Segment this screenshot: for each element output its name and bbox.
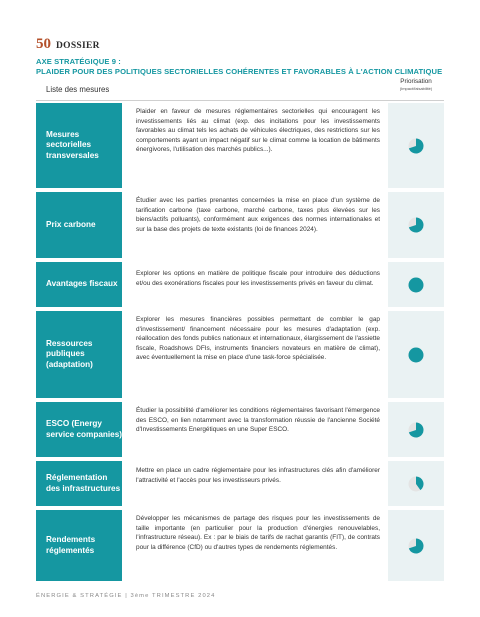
- priority-cell: [388, 402, 444, 457]
- measure-description: Explorer les mesures financières possibles permettant de combler le gap d'investissement/ financement nécessaire pour les mesures d'adaptation (exp. réallocation des fonds publics nationaux et internationaux, élargissement de l'assiette fiscale, Roadshows DFIs, instruments financiers novateurs en matière de climat), avec éventuellement la mise en place d'une task-force spécialisée.: [136, 316, 380, 362]
- priority-cell: [388, 510, 444, 581]
- section-title: DOSSIER: [56, 41, 100, 51]
- col-priority-header: [392, 78, 440, 91]
- page-header: [36, 36, 100, 53]
- table-row: [36, 262, 444, 307]
- measure-label: Mesures sectorielles transversales: [36, 103, 122, 188]
- measure-label: Réglementation des infrastructures: [36, 461, 122, 506]
- table-row: [36, 192, 444, 258]
- measure-description: Explorer les options en matière de politique fiscale pour introduire des déductions et/ou des exonérations fiscales pour les investissements privés en faveur du climat.: [136, 270, 380, 287]
- priority-subtitle: (Impact/faisabilité): [399, 86, 433, 91]
- axe-title: PLAIDER POUR DES POLITIQUES SECTORIELLES COHÉRENTES ET FAVORABLES À L'ACTION CLIMATIQUE: [36, 66, 443, 76]
- table-row: [36, 461, 444, 506]
- measure-description: Développer les mécanismes de partage des risques pour les investissements de taille importante (en particulier pour la production d'énergies renouvelables, l'infrastructure réseau). Ex : par le biais de tarifs de rachat garantis (FIT), de contrats pour la différence (CfD) ou d'autres types de rendements réglementés.: [136, 515, 380, 551]
- priority-pie-icon: [408, 476, 424, 492]
- axe-number: AXE STRATÉGIQUE 9 :: [36, 57, 121, 66]
- col-measures-header: Liste des mesures: [46, 85, 110, 94]
- page-number: 50: [36, 36, 51, 52]
- measure-description: Mettre en place un cadre réglementaire pour les infrastructures clés afin d'améliorer l'attractivité et l'accès pour les investisseurs privés.: [136, 467, 380, 484]
- table-header: [36, 78, 444, 101]
- page-footer: ÉNERGIE & STRATÉGIE | 3ème TRIMESTRE 2024: [36, 593, 216, 599]
- priority-cell: [388, 311, 444, 398]
- priority-pie-icon: [408, 138, 424, 154]
- axe-heading: [36, 57, 442, 76]
- priority-pie-icon: [408, 277, 424, 293]
- measure-label: Ressources publiques (adaptation): [36, 311, 122, 398]
- table-row: [36, 311, 444, 398]
- priority-pie-icon: [408, 347, 424, 363]
- table-row: [36, 402, 444, 457]
- priority-cell: [388, 262, 444, 307]
- priority-pie-icon: [408, 422, 424, 438]
- measure-label: Avantages fiscaux: [36, 262, 122, 307]
- measure-description: Étudier avec les parties prenantes concernées la mise en place d'un système de tarification carbone (taxe carbone, marché carbone, taxes plus élevées sur les biens/actifs polluants), conformément aux exigences des normes internationales et sur la base des projets de texte existants (loi de finances 2024).: [136, 197, 380, 233]
- priority-cell: [388, 192, 444, 258]
- measure-label: Prix carbone: [36, 192, 122, 258]
- measure-label: ESCO (Energy service companies): [36, 402, 122, 457]
- table-row: [36, 510, 444, 581]
- priority-pie-icon: [408, 538, 424, 554]
- priority-cell: [388, 461, 444, 506]
- measure-description: Plaider en faveur de mesures réglementaires sectorielles qui encouragent les investissements liés au climat (exp. des incitations pour les investissements favorables au climat tels les achats de véhicules électriques, des restrictions sur les comportements ayant un impact négatif sur le climat comme la location de bâtiments énergivores, l'utilisation des marchés publics...).: [136, 108, 380, 154]
- priority-title: Priorisation: [400, 78, 432, 85]
- priority-pie-icon: [408, 217, 424, 233]
- table-row: [36, 103, 444, 188]
- measure-label: Rendements réglementés: [36, 510, 122, 581]
- priority-cell: [388, 103, 444, 188]
- measure-description: Étudier la possibilité d'améliorer les conditions réglementaires favorisant l'émergence des ESCO, en lien notamment avec la transformation réussie de l'ancienne Société d'Investissements Energétiques en une Super ESCO.: [136, 407, 380, 434]
